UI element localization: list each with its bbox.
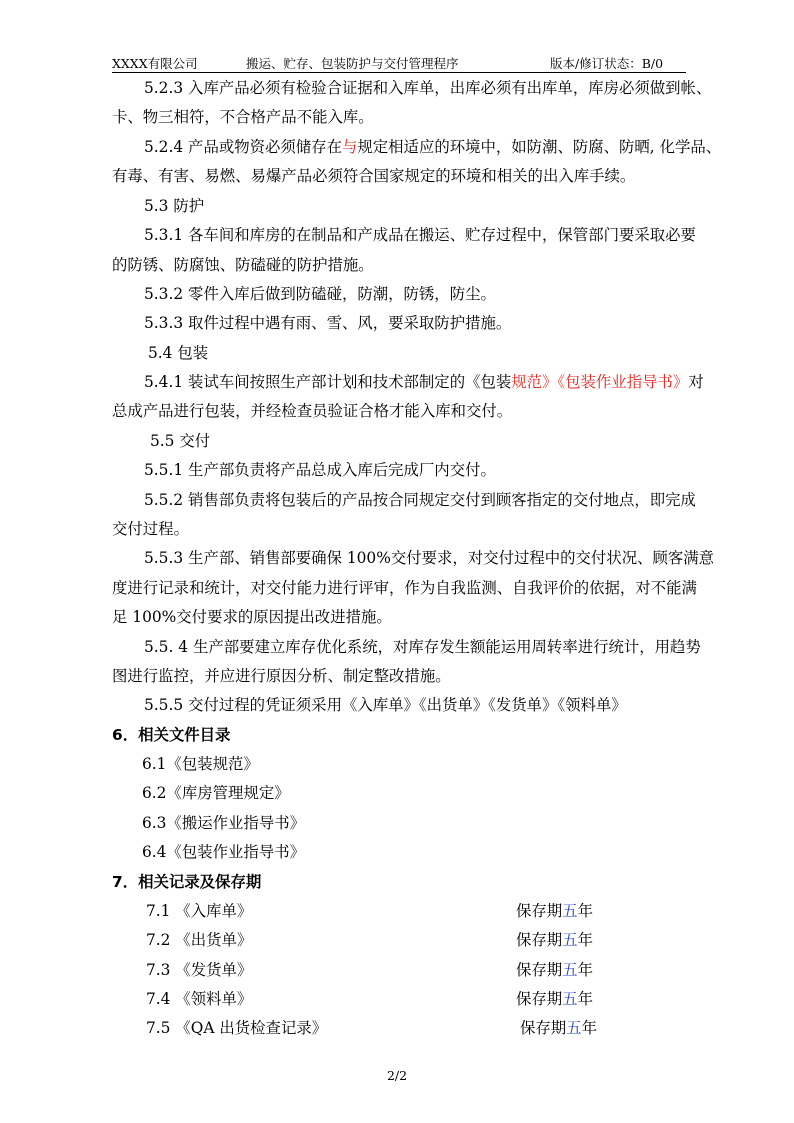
section-5-3: 5.3 防护 <box>144 197 205 215</box>
para-5-2-4-line1: 5.2.4 产品或物资必须储存在与规定相适应的环境中，如防潮、防腐、防晒, 化学品、 <box>144 138 722 156</box>
record-retention: 保存期五年 <box>516 902 593 920</box>
para-5-4-1-line1: 5.4.1 装试车间按照生产部计划和技术部制定的《包装规范》《包装作业指导书》对 <box>144 373 704 391</box>
record-retention: 保存期五年 <box>516 990 593 1008</box>
doc-list-item: 6.2《库房管理规定》 <box>142 784 290 802</box>
doc-list-item: 6.1《包装规范》 <box>142 755 259 773</box>
para-5-5-2-line2: 交付过程。 <box>112 520 189 538</box>
para-5-5-3-line1: 5.5.3 生产部、销售部要确保 100%交付要求，对交付过程中的交付状况、顾客满意 <box>144 549 715 567</box>
doc-list-item: 6.4《包装作业指导书》 <box>142 843 305 861</box>
para-5-5-1: 5.5.1 生产部负责将产品总成入库后完成厂内交付。 <box>144 461 496 479</box>
para-5-3-1-line1: 5.3.1 各车间和库房的在制品和产成品在搬运、贮存过程中，保管部门要采取必要 <box>144 226 696 244</box>
record-retention: 保存期五年 <box>520 1019 597 1037</box>
record-title: 7.3 《发货单》 <box>146 961 253 979</box>
para-5-5-2-line1: 5.5.2 销售部负责将包装后的产品按合同规定交付到顾客指定的交付地点，即完成 <box>144 491 696 509</box>
doc-list-item: 6.3《搬运作业指导书》 <box>142 814 305 832</box>
para-5-2-4-line2: 有毒、有害、易燃、易爆产品必须符合国家规定的环境和相关的出入库手续。 <box>112 167 636 185</box>
header-version: 版本/修订状态：B/0 <box>550 56 664 71</box>
page-number: 2/2 <box>386 1068 408 1083</box>
record-title: 7.4 《领料单》 <box>146 990 253 1008</box>
para-5-2-3-line2: 卡、物三相符，不合格产品不能入库。 <box>112 108 374 126</box>
para-5-5-5: 5.5.5 交付过程的凭证须采用《入库单》《出货单》《发货单》《领料单》 <box>144 696 627 714</box>
record-title: 7.1 《入库单》 <box>146 902 253 920</box>
para-5-3-3: 5.3.3 取件过程中遇有雨、雪、风，要采取防护措施。 <box>144 314 512 332</box>
para-5-4-1-line2: 总成产品进行包装，并经检查员验证合格才能入库和交付。 <box>112 402 513 420</box>
header-company: XXXX有限公司 <box>112 56 198 71</box>
record-title: 7.5 《QA 出货检查记录》 <box>146 1019 328 1037</box>
page-header <box>112 50 686 73</box>
para-5-2-3-line1: 5.2.3 入库产品必须有检验合证据和入库单，出库必须有出库单，库房必须做到帐、 <box>144 79 712 97</box>
highlight-text: 规范》《包装作业指导书》 <box>511 373 689 391</box>
para-5-3-2: 5.3.2 零件入库后做到防磕碰，防潮，防锈，防尘。 <box>144 285 496 303</box>
record-retention: 保存期五年 <box>516 961 593 979</box>
para-5-3-1-line2: 的防锈、防腐蚀、防磕碰的防护措施。 <box>112 256 374 274</box>
para-5-5-4-line1: 5.5. 4 生产部要建立库存优化系统，对库存发生额能运用周转率进行统计，用趋势 <box>144 638 701 656</box>
para-5-5-3-line3: 足 100%交付要求的原因提出改进措施。 <box>112 608 392 626</box>
highlight-text: 与 <box>341 138 358 156</box>
para-5-5-4-line2: 图进行监控，并应进行原因分析、制定整改措施。 <box>112 667 451 685</box>
header-title: 搬运、贮存、包装防护与交付管理程序 <box>246 56 459 71</box>
record-retention: 保存期五年 <box>516 931 593 949</box>
para-5-5-3-line2: 度进行记录和统计，对交付能力进行评审，作为自我监测、自我评价的依据，对不能满 <box>112 579 697 597</box>
section-7-heading: 7．相关记录及保存期 <box>112 873 262 891</box>
section-6-heading: 6．相关文件目录 <box>112 726 231 744</box>
section-5-5: 5.5 交付 <box>150 432 211 450</box>
record-title: 7.2 《出货单》 <box>146 931 253 949</box>
section-5-4: 5.4 包装 <box>148 344 209 362</box>
